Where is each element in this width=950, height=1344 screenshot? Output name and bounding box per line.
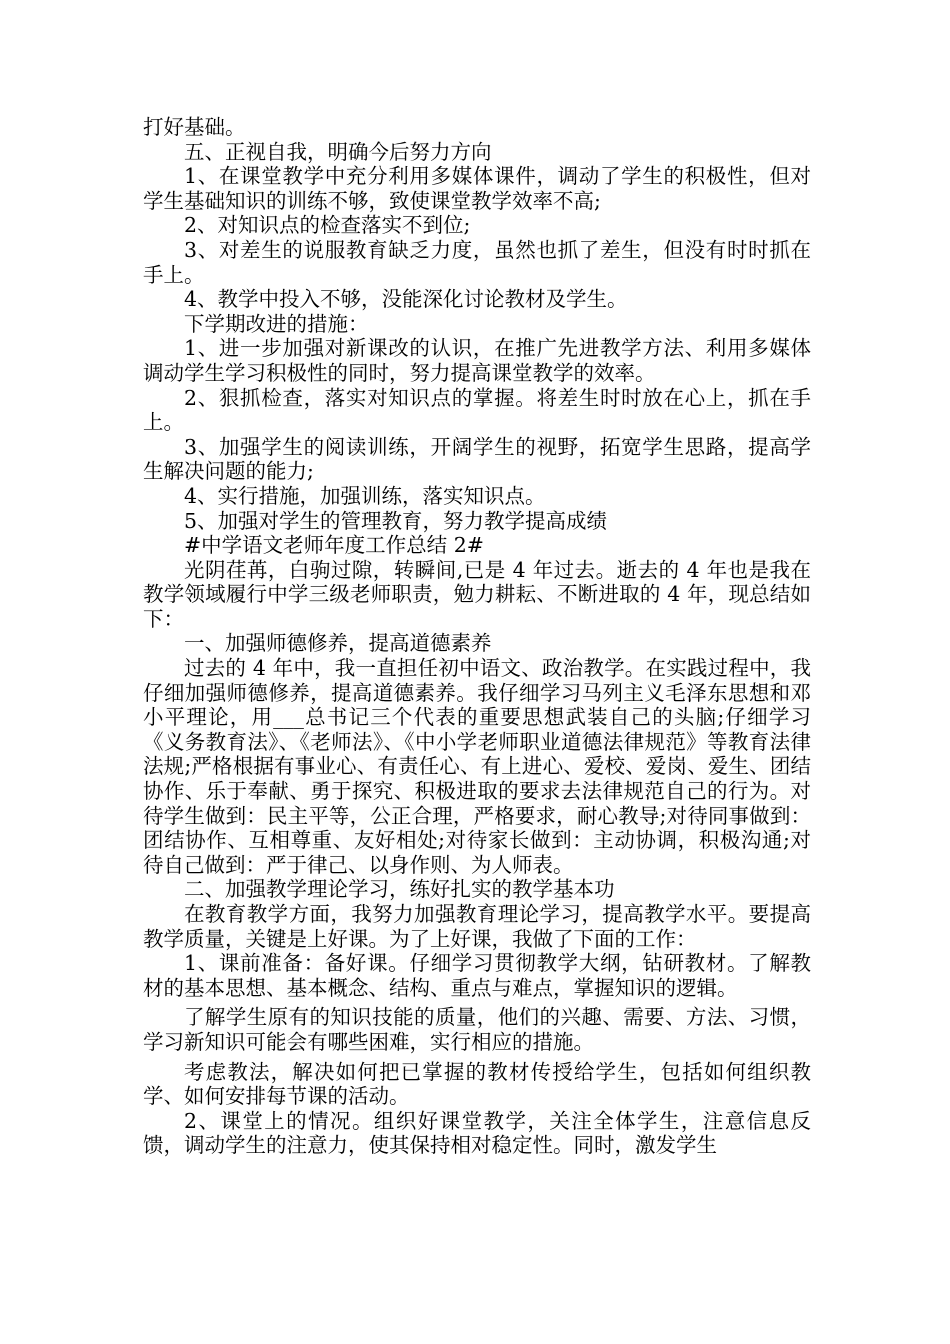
section-heading: 二、加强教学理论学习，练好扎实的教学基本功 — [184, 877, 615, 902]
paragraph: 考虑教法，解决如何把已掌握的教材传授给学生，包括如何组织教学、如何安排每节课的活动。 — [143, 1059, 811, 1109]
paragraph: 了解学生原有的知识技能的质量，他们的兴趣、需要、方法、习惯，学习新知识可能会有哪些困难，实行相应的措施。 — [143, 1005, 811, 1054]
paragraph: 4、教学中投入不够，没能深化讨论教材及学生。 — [184, 287, 628, 312]
paragraph: 3、加强学生的阅读训练，开阔学生的视野，拓宽学生思路，提高学生解决问题的能力; — [143, 434, 811, 484]
paragraph: 4、实行措施，加强训练，落实知识点。 — [184, 483, 546, 508]
paragraph: 2、对知识点的检查落实不到位; — [184, 213, 471, 238]
document-body — [143, 115, 811, 1158]
paragraph: 光阴荏苒，白驹过隙，转瞬间,已是 4 年过去。逝去的 4 年也是我在教学领域履行中学三级老师职责，勉力耕耘、不断进取的 4 年，现总结如下： — [143, 557, 811, 631]
paragraph: 2、狠抓检查，落实对知识点的掌握。将差生时时放在心上，抓在手上。 — [143, 385, 811, 435]
paragraph: 打好基础。 — [143, 115, 246, 139]
section-heading: 一、加强师德修养，提高道德素养 — [184, 631, 492, 656]
paragraph: 1、进一步加强对新课改的认识，在推广先进教学方法、利用多媒体调动学生学习积极性的同时，努力提高课堂教学的效率。 — [143, 336, 811, 385]
paragraph: 过去的 4 年中，我一直担任初中语文、政治教学。在实践过程中，我仔细加强师德修养，提高道德素养。我仔细学习马列主义毛泽东思想和邓小平理论，用___总书记三个代表的重要思想武装自己的头脑;仔细学习《义务教育法》、《老师法》、《中小学老师职业道德法律规范》等教育法律法规;严格根据有事业心、有责任心、有上进心、爱校、爱岗、爱生、团结协作、乐于奉献、勇于探究、积极进取的要求去法律规范自己的行为。对待学生做到：民主平等，公正合理，严格要求，耐心教导;对待同事做到：团结协作、互相尊重、友好相处;对待家长做到：主动协调，积极沟通;对待自己做到：严于律己、以身作则、为人师表。 — [143, 656, 811, 877]
paragraph: 5、加强对学生的管理教育，努力教学提高成绩 — [184, 508, 608, 533]
section-heading: 下学期改进的措施： — [184, 311, 369, 336]
paragraph: 3、对差生的说服教育缺乏力度，虽然也抓了差生，但没有时时抓在手上。 — [143, 237, 811, 287]
paragraph: 1、课前准备：备好课。仔细学习贯彻教学大纲，钻研教材。了解教材的基本思想、基本概念、结构、重点与难点，掌握知识的逻辑。 — [143, 951, 811, 1000]
document-title: #中学语文老师年度工作总结 2# — [184, 533, 484, 558]
section-heading: 五、正视自我，明确今后努力方向 — [184, 139, 492, 164]
paragraph: 在教育教学方面，我努力加强教育理论学习，提高教学水平。要提高教学质量，关键是上好课。为了上好课，我做了下面的工作： — [143, 902, 811, 951]
paragraph: 2、课堂上的情况。组织好课堂教学，关注全体学生，注意信息反馈，调动学生的注意力，使其保持相对稳定性。同时，激发学生 — [143, 1108, 811, 1158]
paragraph: 1、在课堂教学中充分利用多媒体课件，调动了学生的积极性，但对学生基础知识的训练不够，致使课堂教学效率不高; — [143, 164, 811, 213]
